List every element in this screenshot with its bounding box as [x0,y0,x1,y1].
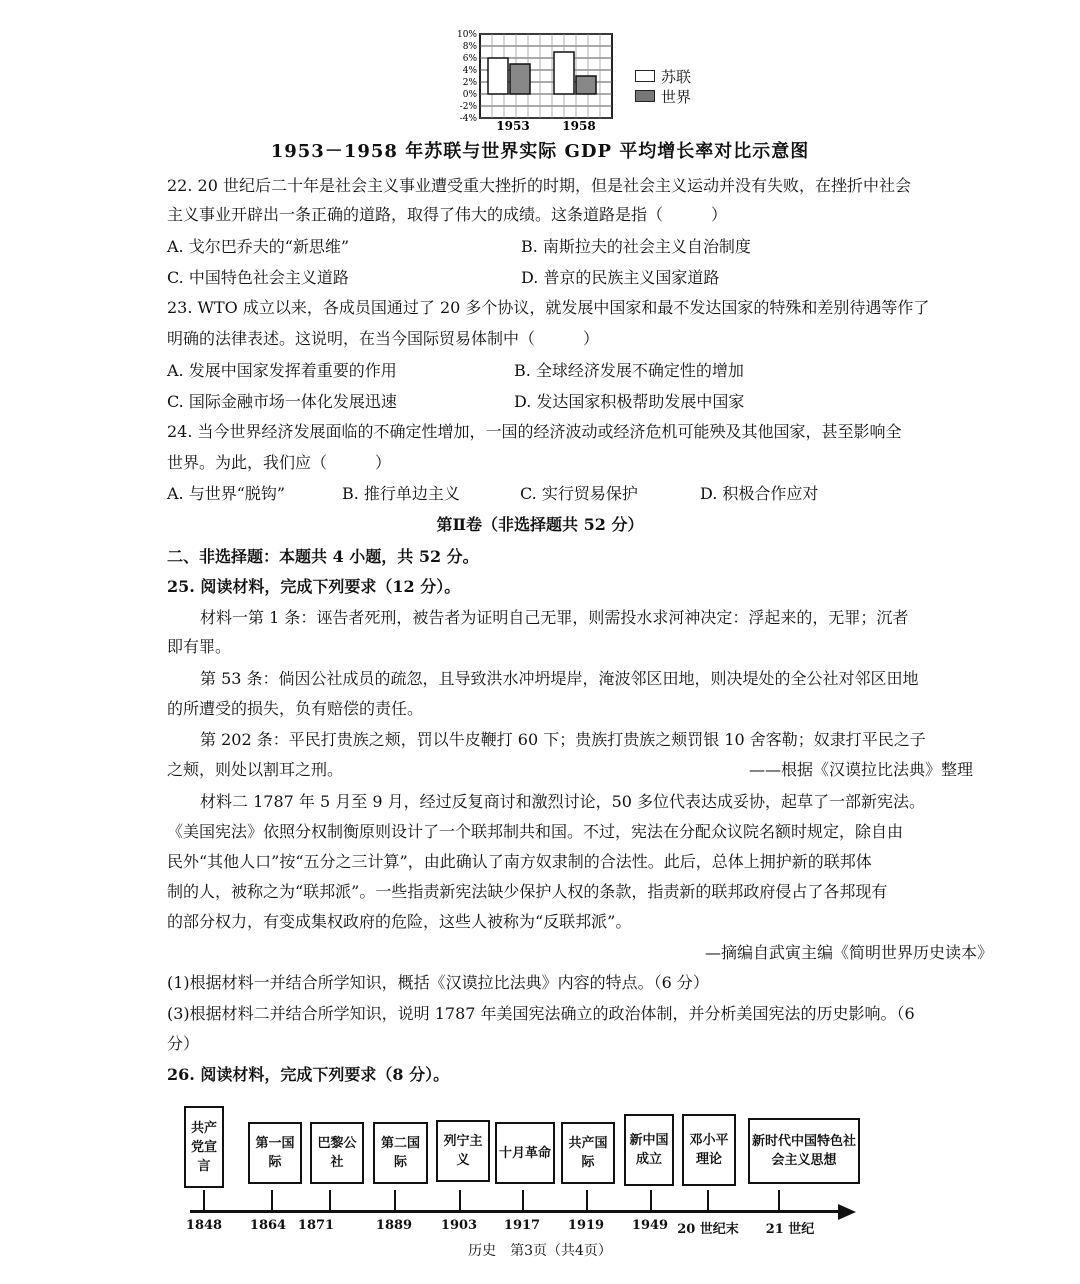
bar-苏联-1958 [554,52,574,94]
chart-caption: 1953－1958 年苏联与世界实际 GDP 平均增长率对比示意图 [270,141,810,162]
q25-subquestion-3-line-2: 分） [167,1034,200,1053]
timeline-axis [190,1210,840,1213]
q22-option-b: B. 南斯拉夫的社会主义自治制度 [521,237,751,256]
timeline-tick-9 [707,1190,709,1211]
timeline-tick-1 [203,1190,205,1211]
q25-material1-line-2: 即有罪。 [167,637,232,656]
q25-material1-line-3: 第 53 条：倘因公社成员的疏忽，且导致洪水冲坍堤岸，淹波邻区田地，则决堤处的全公社对邻区田地 [200,669,919,688]
timeline-event-1: 共产党宣言 [184,1106,224,1188]
q24-option-a: A. 与世界“脱钩” [167,484,286,503]
chart-legend [635,66,691,106]
q25-material2-line-4: 制的人，被称之为“联邦派”。一些指责新宪法缺少保护人权的条款，指责新的联邦政府侵占了各邦现有 [167,882,888,901]
timeline-event-6: 十月革命 [495,1122,555,1184]
timeline-year-5: 1903 [440,1218,478,1233]
q24-option-c: C. 实行贸易保护 [520,484,638,503]
timeline-tick-6 [522,1190,524,1211]
x-tick-label: 1953 [496,119,530,131]
q25-material1-line-6: 之颊，则处以割耳之刑。 [167,760,344,779]
timeline-year-4: 1889 [375,1218,413,1233]
q23-stem-line-1: 23. WTO 成立以来，各成员国通过了 20 多个协议，就发展中国家和最不发达国家的特殊和差别待遇等作了 [167,298,930,317]
timeline-year-7: 1919 [567,1218,605,1233]
legend-item-ussr [635,66,691,86]
section-2-title: 第Ⅱ卷（非选择题共 52 分） [436,515,644,534]
timeline-event-5: 列宁主义 [436,1120,490,1182]
q22-option-d: D. 普京的民族主义国家道路 [521,268,720,287]
timeline-year-9: 20 世纪末 [677,1222,739,1237]
section-2-intro: 二、非选择题：本题共 4 小题，共 52 分。 [167,547,479,566]
q25-subquestion-3-line-1: (3)根据材料二并结合所学知识，说明 1787 年美国宪法确立的政治体制，并分析美国宪法的历史影响。（6 [167,1004,915,1023]
timeline-year-1: 1848 [185,1218,223,1233]
timeline-tick-8 [650,1190,652,1211]
bar-世界-1953 [510,64,530,94]
y-tick-label: 10% [456,30,477,40]
q24-option-b: B. 推行单边主义 [342,484,460,503]
y-tick-label: 2% [462,78,477,88]
legend-label-ussr: 苏联 [661,67,692,86]
q25-material1-line-5: 第 202 条：平民打贵族之颊，罚以牛皮鞭打 60 下；贵族打贵族之颊罚银 10 舍客勒；奴隶打平民之子 [200,730,926,749]
q23-option-b: B. 全球经济发展不确定性的增加 [514,361,744,380]
gdp-chart-plot [420,26,630,131]
timeline-year-6: 1917 [503,1218,541,1233]
q22-stem-line-1: 22. 20 世纪后二十年是社会主义事业遭受重大挫折的时期，但是社会主义运动并没有失败，在挫折中社会 [167,176,911,195]
timeline-event-10: 新时代中国特色社会主义思想 [748,1118,860,1184]
timeline-event-8: 新中国成立 [624,1114,674,1186]
q25-heading: 25. 阅读材料，完成下列要求（12 分）。 [167,577,461,596]
q25-material1-source: ——根据《汉谟拉比法典》整理 [748,760,973,779]
q25-material2-line-2: 《美国宪法》依照分权制衡原则设计了一个联邦制共和国。不过，宪法在分配众议院名额时规定，除自由 [167,822,904,841]
timeline-tick-3 [329,1190,331,1211]
bar-苏联-1953 [488,58,508,94]
timeline-tick-4 [394,1190,396,1211]
gdp-chart [420,26,740,136]
q25-material1-line-1: 材料一第 1 条：诬告者死刑，被告者为证明自己无罪，则需投水求河神决定：浮起来的，无罪；沉者 [200,608,909,627]
q22-option-c: C. 中国特色社会主义道路 [167,268,349,287]
q24-stem-line-1: 24. 当今世界经济发展面临的不确定性增加，一国的经济波动或经济危机可能殃及其他国家，甚至影响全 [167,422,902,441]
timeline-year-3: 1871 [297,1218,335,1233]
timeline-event-7: 共产国际 [561,1122,615,1184]
q26-heading: 26. 阅读材料，完成下列要求（8 分）。 [167,1065,450,1084]
legend-swatch-ussr [635,70,655,82]
timeline-year-10: 21 世纪 [765,1222,815,1237]
timeline-event-4: 第二国际 [373,1122,428,1184]
y-tick-label: -2% [459,102,477,112]
timeline-year-8: 1949 [631,1218,669,1233]
q22-stem-line-2: 主义事业开辟出一条正确的道路，取得了伟大的成绩。这条道路是指（ ） [167,205,728,224]
q23-option-d: D. 发达国家积极帮助发展中国家 [514,392,745,411]
y-tick-label: 8% [462,42,477,52]
bar-世界-1958 [576,76,596,94]
x-tick-label: 1958 [562,119,596,131]
q23-stem-line-2: 明确的法律表述。这说明，在当今国际贸易体制中（ ） [167,329,600,348]
socialism-timeline [180,1100,880,1250]
y-tick-label: 6% [462,54,477,64]
y-tick-label: -4% [459,114,477,124]
legend-label-world: 世界 [661,87,692,106]
q25-subquestion-1: (1)根据材料一并结合所学知识，概括《汉谟拉比法典》内容的特点。（6 分） [167,973,709,992]
timeline-event-2: 第一国际 [248,1122,302,1184]
timeline-year-2: 1864 [249,1218,287,1233]
timeline-tick-10 [778,1190,780,1211]
timeline-event-9: 邓小平理论 [682,1114,736,1186]
q24-option-d: D. 积极合作应对 [700,484,819,503]
timeline-arrowhead [838,1204,856,1220]
legend-swatch-world [635,90,655,102]
legend-item-world [635,86,691,106]
timeline-tick-5 [459,1190,461,1211]
timeline-event-3: 巴黎公社 [310,1122,364,1184]
q23-option-c: C. 国际金融市场一体化发展迅速 [167,392,397,411]
q25-material1-line-4: 的所遭受的损失，负有赔偿的责任。 [167,699,424,718]
q25-material2-line-1: 材料二 1787 年 5 月至 9 月，经过反复商讨和激烈讨论，50 多位代表达成妥协，起草了一部新宪法。 [200,792,926,811]
page-footer: 历史 第3页（共4页） [468,1243,612,1259]
q25-material2-line-3: 民外“其他人口”按“五分之三计算”，由此确认了南方奴隶制的合法性。此后，总体上拥护新的联邦体 [167,852,872,871]
timeline-tick-2 [271,1190,273,1211]
timeline-tick-7 [586,1190,588,1211]
q24-stem-line-2: 世界。为此，我们应（ ） [167,453,392,472]
q22-option-a: A. 戈尔巴乔夫的“新思维” [167,237,350,256]
q25-material2-source: —摘编自武寅主编《简明世界历史读本》 [704,943,993,962]
y-tick-label: 4% [462,66,477,76]
q23-option-a: A. 发展中国家发挥着重要的作用 [167,361,397,380]
q25-material2-line-5: 的部分权力，有变成集权政府的危险，这些人被称为“反联邦派”。 [167,912,632,931]
y-tick-label: 0% [462,90,477,100]
